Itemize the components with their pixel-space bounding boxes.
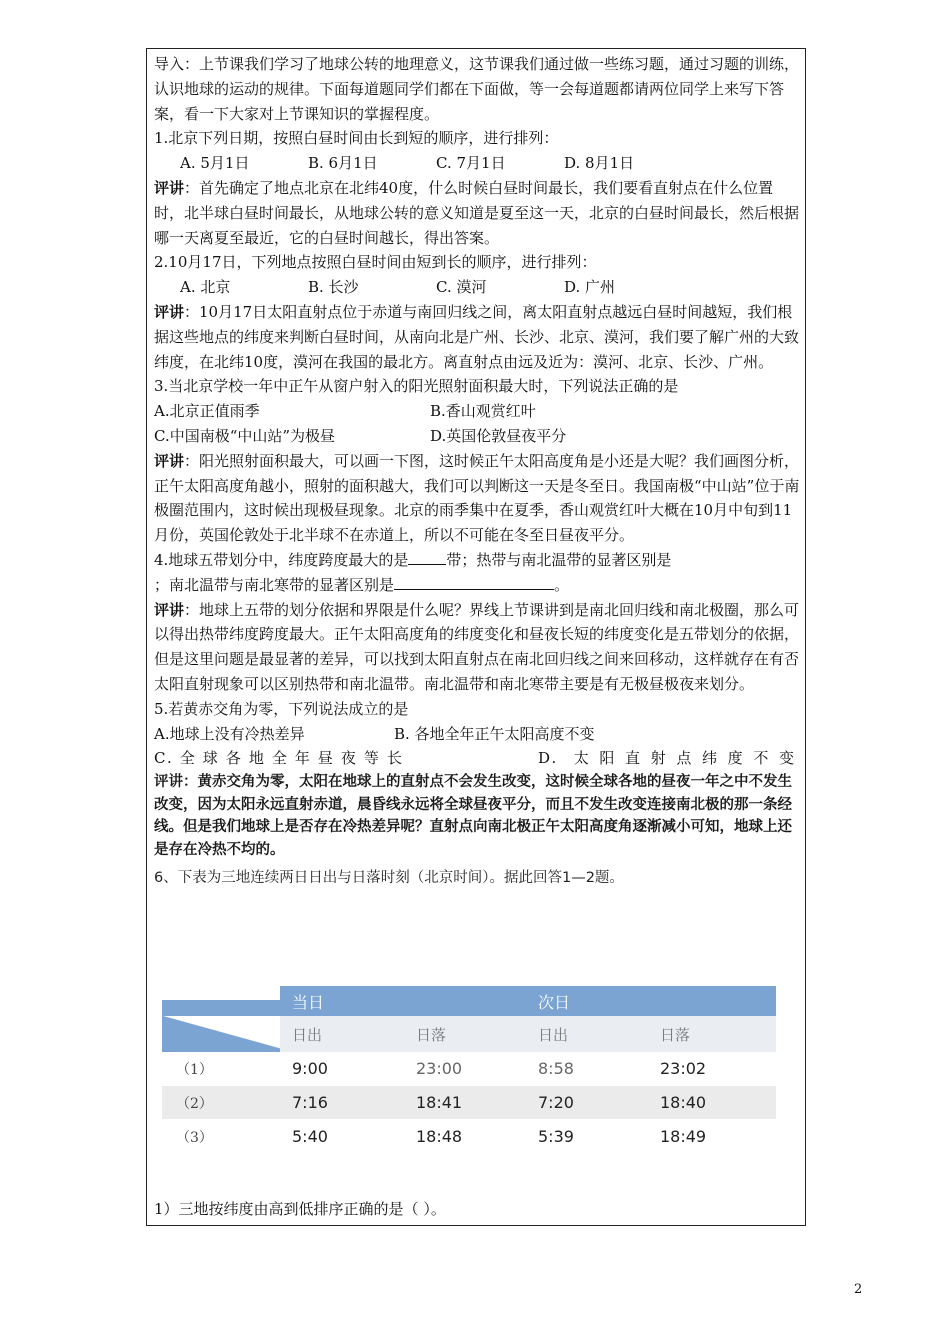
table-header-band — [280, 986, 776, 1016]
table-row — [162, 1052, 776, 1085]
q4-comment — [154, 598, 800, 697]
table-cell: 23:02 — [660, 1059, 707, 1078]
q4-stem-part-c: ；南北温带与南北寒带的显著区别是 — [154, 575, 395, 594]
q4-stem-part-d: 。 — [554, 575, 570, 594]
q3-option-d: D.英国伦敦昼夜平分 — [430, 426, 567, 445]
q4-stem — [154, 548, 800, 598]
subheader-sunset-today: 日落 — [416, 1026, 447, 1044]
q1-option-c: C. 7月1日 — [436, 154, 506, 173]
q5-options-row2 — [154, 746, 800, 771]
table-header-notch — [162, 1000, 292, 1016]
q2-comment-label: 评讲 — [154, 302, 185, 321]
q3-option-b: B.香山观赏红叶 — [430, 402, 536, 421]
q5-option-a: A.地球上没有冷热差异 — [154, 724, 305, 743]
q2-stem: 2.10月17日，下列地点按照白昼时间由短到长的顺序，进行排列： — [154, 253, 597, 272]
q2-comment — [154, 300, 800, 374]
q4-stem-part-b: 带；热带与南北温带的显著区别是 — [446, 550, 672, 569]
q1-comment-label: 评讲 — [154, 178, 185, 197]
q5-options-row1 — [154, 722, 800, 747]
q2-option-a: A. 北京 — [180, 278, 231, 297]
q3-options-row1 — [154, 399, 800, 424]
q1-comment-text: ：首先确定了地点北京在北纬40度，什么时候白昼时间最长，我们要看直射点在什么位置时，北半球白昼时间最长，从地球公转的意义知道是夏至这一天，北京的白昼时间最长，然后根据哪一天离夏至最近，它的白昼时间越长，得出答案。 — [154, 178, 800, 247]
table-cell: 5:39 — [538, 1127, 574, 1146]
subheader-sunrise-next: 日出 — [538, 1026, 569, 1044]
table-cell: 23:00 — [416, 1059, 463, 1078]
table-subheader — [280, 1016, 776, 1052]
q5-stem: 5.若黄赤交角为零，下列说法成立的是 — [154, 699, 409, 718]
q1-stem: 1.北京下列日期，按照白昼时间由长到短的顺序，进行排列： — [154, 129, 559, 148]
q1-comment — [154, 176, 800, 250]
row-label: （1） — [176, 1062, 213, 1078]
q2-comment-text: ：10月17日太阳直射点位于赤道与南回归线之间，离太阳直射点越远白昼时间越短，我们根据这些地点的纬度来判断白昼时间，从南向北是广州、长沙、北京、漠河，我们要了解广州的大致纬度，在北纬10度，漠河在我国的最北方。离直射点由远及近为：漠河、北京、长沙、广州。 — [154, 302, 800, 371]
q1-option-b: B. 6月1日 — [308, 154, 378, 173]
q5-options-gap — [404, 746, 538, 771]
q1-option-a: A. 5月1日 — [180, 154, 250, 173]
subheader-sunrise-today: 日出 — [292, 1026, 323, 1044]
q3-comment — [154, 449, 800, 548]
table-cell: 18:49 — [660, 1127, 707, 1146]
table-cell: 18:40 — [660, 1093, 707, 1112]
q5-option-d: D. 太阳直射点纬度不变 — [538, 749, 796, 768]
q2-options — [154, 275, 800, 300]
table-row — [162, 1086, 776, 1119]
table-header-today: 当日 — [292, 993, 325, 1012]
table-cell: 8:58 — [538, 1059, 574, 1078]
table-cell: 18:48 — [416, 1127, 463, 1146]
q5-comment — [154, 771, 800, 861]
q3-stem: 3.当北京学校一年中正午从窗户射入的阳光照射面积最大时，下列说法正确的是 — [154, 377, 679, 396]
q1-option-d: D. 8月1日 — [564, 154, 635, 173]
q2-option-d: D. 广州 — [564, 278, 616, 297]
q1-options — [154, 151, 800, 176]
q6-sub-question-1: 1）三地按纬度由高到低排序正确的是（ ）。 — [154, 1200, 446, 1218]
table-cell: 5:40 — [292, 1127, 328, 1146]
table-cell: 9:00 — [292, 1059, 328, 1078]
q5-option-b: B. 各地全年正午太阳高度不变 — [394, 724, 595, 743]
subheader-sunset-next: 日落 — [660, 1026, 691, 1044]
q4-stem-part-a: 4.地球五带划分中，纬度跨度最大的是 — [154, 550, 409, 569]
q3-comment-label: 评讲 — [154, 451, 185, 470]
q4-answer-blank-1[interactable] — [408, 550, 446, 565]
table-header-diagonal — [162, 1016, 292, 1052]
worksheet-content — [154, 52, 800, 889]
q4-comment-label: 评讲 — [154, 600, 185, 619]
table-cell: 7:16 — [292, 1093, 328, 1112]
table-header-next-day: 次日 — [538, 993, 571, 1012]
q5-comment-text: ：黄赤交角为零，太阳在地球上的直射点不会发生改变，这时候全球各地的昼夜一年之中不发生改变，因为太阳永远直射赤道，晨昏线永远将全球昼夜平分，而且不发生改变连接南北极的那一条经线。但是我们地球上是否存在冷热差异呢？直射点向南北极正午太阳高度角逐渐减小可知，地球上还是存在冷热不均的。 — [154, 774, 792, 858]
q6-stem: 6、下表为三地连续两日日出与日落时刻（北京时间）。据此回答1—2题。 — [154, 870, 624, 887]
table-row — [162, 1120, 776, 1153]
q4-comment-text: ：地球上五带的划分依据和界限是什么呢？界线上节课讲到是南北回归线和南北极圈，那么可以得出热带纬度跨度最大。正午太阳高度角的纬度变化和昼夜长短的纬度变化是五带划分的依据，但是这里问题是最显著的差异，可以找到太阳直射点在南北回归线之间来回移动，这样就存在有否太阳直射现象可以区别热带和南北温带。南北温带和南北寒带主要是有无极昼极夜来划分。 — [154, 600, 800, 693]
page-number: 2 — [854, 1282, 863, 1297]
row-label: （2） — [176, 1096, 213, 1112]
q3-comment-text: ：阳光照射面积最大，可以画一下图，这时候正午太阳高度角是小还是大呢？我们画图分析，正午太阳高度角越小，照射的面积越大，我们可以判断这一天是冬至日。我国南极“中山站”位于南极圈范围内，这时候出现极昼现象。北京的雨季集中在夏季，香山观赏红叶大概在10月中旬到11月份，英国伦敦处于北半球不在赤道上，所以不可能在冬至日昼夜平分。 — [154, 451, 800, 545]
q3-option-c: C.中国南极“中山站”为极昼 — [154, 426, 336, 445]
sunrise-sunset-table — [162, 986, 776, 1158]
q4-answer-blank-2[interactable] — [394, 575, 554, 590]
row-label: （3） — [176, 1130, 213, 1146]
q5-comment-label: 评讲 — [154, 774, 183, 791]
table-cell: 18:41 — [416, 1093, 463, 1112]
table-cell: 7:20 — [538, 1093, 574, 1112]
q5-option-c: C.全球各地全年昼夜等长 — [154, 749, 404, 768]
q3-options-row2 — [154, 424, 800, 449]
q2-option-b: B. 长沙 — [308, 278, 359, 297]
q2-option-c: C. 漠河 — [436, 278, 487, 297]
q3-option-a: A.北京正值雨季 — [154, 402, 260, 421]
intro-paragraph: 导入：上节课我们学习了地球公转的地理意义，这节课我们通过做一些练习题，通过习题的训练，认识地球的运动的规律。下面每道题同学们都在下面做，等一会每道题都请两位同学上来写下答案，看一下大家对上节课知识的掌握程度。 — [154, 55, 800, 123]
